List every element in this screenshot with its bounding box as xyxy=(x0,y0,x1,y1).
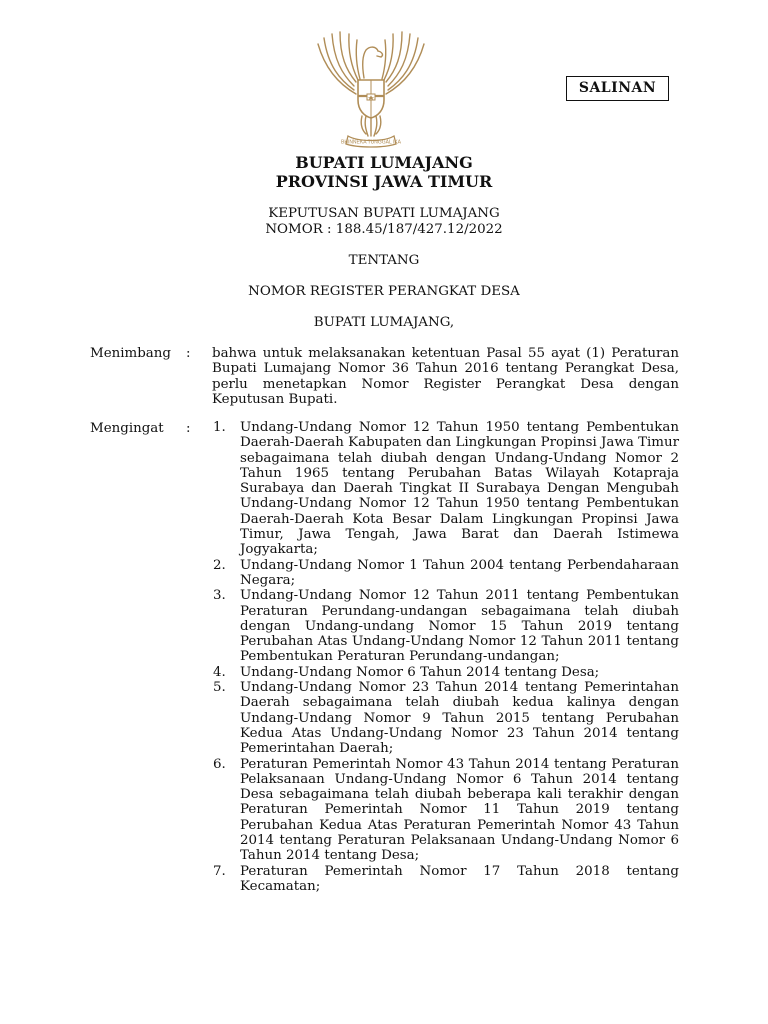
about-heading: TENTANG xyxy=(348,253,420,268)
garuda-pancasila-emblem xyxy=(304,24,438,150)
item-number: 5. xyxy=(213,680,226,696)
list-item xyxy=(212,757,679,864)
mengingat-colon: : xyxy=(186,421,191,436)
item-number: 3. xyxy=(213,588,226,604)
menimbang-label: Menimbang xyxy=(90,346,171,361)
list-item xyxy=(212,420,679,558)
item-text: Undang-Undang Nomor 12 Tahun 1950 tentang Pembentukan Daerah-Daerah Kabupaten dan Lingkungan Propinsi Jawa Timur sebagaimana telah diubah dengan Undang-Undang Nomor 2 Tahun 1965 tentang Perubahan Batas Wilayah Kotapraja Surabaya dan Daerah Tingkat II Surabaya Dengan Mengubah Undang-Undang Nomor 12 Tahun 1950 tentang Pembentukan Daerah-Daerah Kota Besar Dalam Lingkungan Propinsi Jawa Timur, Jawa Tengah, Jawa Barat dan Daerah Istimewa Jogyakarta; xyxy=(240,420,679,558)
decree-number: NOMOR : 188.45/187/427.12/2022 xyxy=(265,222,503,237)
salinan-stamp: SALINAN xyxy=(566,76,669,101)
item-text: Undang-Undang Nomor 23 Tahun 2014 tentang Pemerintahan Daerah sebagaimana telah diubah kedua kalinya dengan Undang-Undang Nomor 9 Tahun 2015 tentang Perubahan Kedua Atas Undang-Undang Nomor 23 Tahun 2014 tentang Pemerintahan Daerah; xyxy=(240,680,679,757)
list-item xyxy=(212,588,679,664)
menimbang-colon: : xyxy=(186,346,191,361)
list-item xyxy=(212,665,679,680)
list-item xyxy=(212,864,679,895)
item-text: Undang-Undang Nomor 6 Tahun 2014 tentang Desa; xyxy=(240,664,600,680)
mengingat-list xyxy=(212,420,679,894)
province-title: PROVINSI JAWA TIMUR xyxy=(275,172,493,191)
mengingat-label: Mengingat xyxy=(90,421,164,436)
issuer-line: BUPATI LUMAJANG, xyxy=(313,315,455,330)
list-item xyxy=(212,558,679,589)
item-number: 2. xyxy=(213,557,226,573)
item-number: 4. xyxy=(213,664,226,680)
item-text: Peraturan Pemerintah Nomor 17 Tahun 2018 tentang Kecamatan; xyxy=(240,863,679,894)
item-number: 6. xyxy=(213,756,226,772)
list-item xyxy=(212,680,679,756)
decree-subject: NOMOR REGISTER PERANGKAT DESA xyxy=(248,284,520,299)
menimbang-text: bahwa untuk melaksanakan ketentuan Pasal 55 ayat (1) Peraturan Bupati Lumajang Nomor 36 Tahun 2016 tentang Perangkat Desa, perlu menetapkan Nomor Register Perangkat Desa dengan Keputusan Bupati. xyxy=(212,346,679,407)
item-number: 7. xyxy=(213,863,226,879)
regent-title: BUPATI LUMAJANG xyxy=(295,153,473,172)
item-text: Peraturan Pemerintah Nomor 43 Tahun 2014 tentang Peraturan Pelaksanaan Undang-Undang Nomor 6 Tahun 2014 tentang Desa sebagaimana telah diubah beberapa kali terakhir dengan Peraturan Pemerintah Nomor 11 Tahun 2019 tentang Perubahan Kedua Atas Peraturan Pemerintah Nomor 43 Tahun 2014 tentang Peraturan Pelaksanaan Undang-Undang Nomor 6 Tahun 2014 tentang Desa; xyxy=(240,756,679,864)
item-text: Undang-Undang Nomor 12 Tahun 2011 tentang Pembentukan Peraturan Perundang-undangan sebagaimana telah diubah dengan Undang-undang Nomor 15 Tahun 2019 tentang Perubahan Atas Undang-Undang Nomor 12 Tahun 2011 tentang Pembentukan Peraturan Perundang-undangan; xyxy=(240,588,679,665)
item-text: Undang-Undang Nomor 1 Tahun 2004 tentang Perbendaharaan Negara; xyxy=(240,557,679,588)
item-number: 1. xyxy=(213,420,226,435)
decree-title: KEPUTUSAN BUPATI LUMAJANG xyxy=(268,206,500,221)
svg-text:BHINNEKA TUNGGAL IKA: BHINNEKA TUNGGAL IKA xyxy=(340,139,402,146)
